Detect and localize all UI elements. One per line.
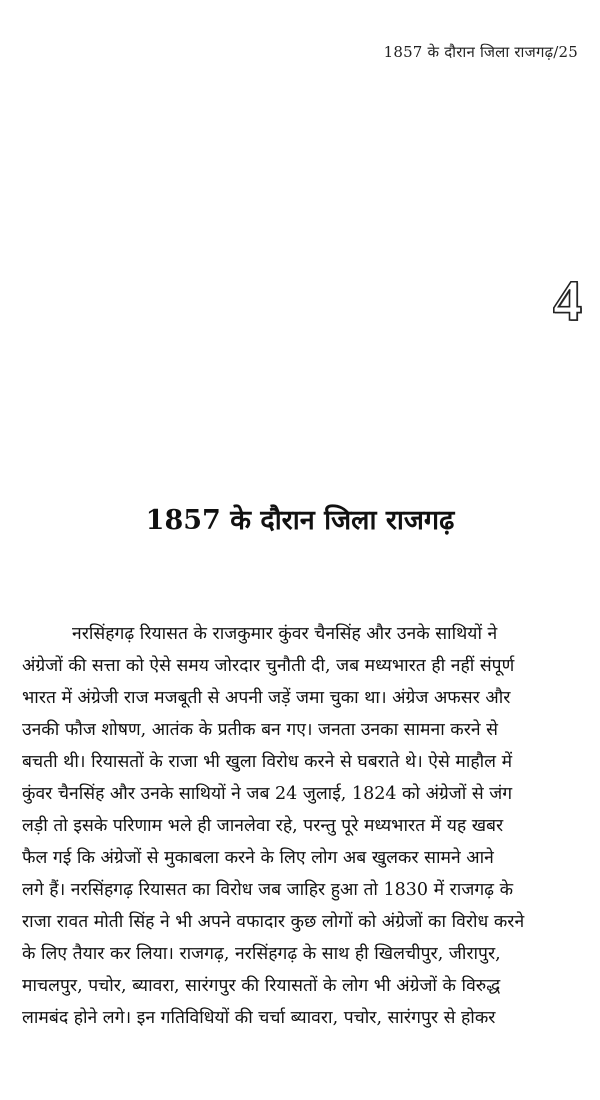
text-line: फैल गई कि अंग्रेजों से मुकाबला करने के लिए लोग अब खुलकर सामने आने [22,848,494,868]
text-line: लड़ी तो इसके परिणाम भले ही जानलेवा रहे, परन्तु पूरे मध्यभारत में यह खबर [22,816,504,836]
text-line: बचती थी। रियासतों के राजा भी खुला विरोध करने से घबराते थे। ऐसे माहौल में [22,752,513,772]
text-line: के लिए तैयार कर लिया। राजगढ़, नरसिंहगढ़ के साथ ही खिलचीपुर, जीरापुर, [22,944,501,964]
text-line: माचलपुर, पचोर, ब्यावरा, सारंगपुर की रियासतों के लोग भी अंग्रेजों के विरुद्ध [22,976,501,996]
running-header: 1857 के दौरान जिला राजगढ़/25 [383,43,578,61]
text-line: अंग्रेजों की सत्ता को ऐसे समय जोरदार चुनौती दी, जब मध्यभारत ही नहीं संपूर्ण [22,656,515,676]
body-paragraph [22,618,590,1034]
text-line: लामबंद होने लगे। इन गतिविधियों की चर्चा ब्यावरा, पचोर, सारंगपुर से होकर [22,1008,496,1028]
text-line: उनकी फौज शोषण, आतंक के प्रतीक बन गए। जनता उनका सामना करने से [22,720,499,740]
text-line: कुंवर चैनसिंह और उनके साथियों ने जब 24 जुलाई, 1824 को अंग्रेजों से जंग [22,784,513,804]
chapter-title: 1857 के दौरान जिला राजगढ़ [145,505,455,536]
text-line: नरसिंहगढ़ रियासत के राजकुमार कुंवर चैनसिंह और उनके साथियों ने [72,624,498,644]
text-line: राजा रावत मोती सिंह ने भी अपने वफादार कुछ लोगों को अंग्रेजों का विरोध करने [22,912,525,932]
chapter-number: 4 [553,268,582,333]
text-line: लगे हैं। नरसिंहगढ़ रियासत का विरोध जब जाहिर हुआ तो 1830 में राजगढ़ के [22,880,514,900]
text-line: भारत में अंग्रेजी राज मजबूती से अपनी जड़ें जमा चुका था। अंग्रेज अफसर और [22,688,511,708]
